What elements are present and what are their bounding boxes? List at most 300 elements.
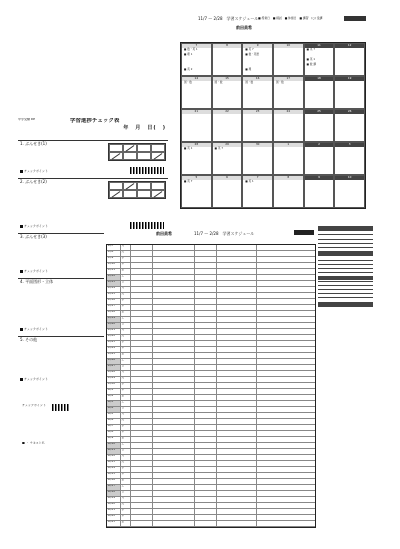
daily-cell[interactable] (195, 335, 217, 340)
checklist-box[interactable] (137, 182, 151, 190)
checklist-box[interactable] (151, 152, 165, 160)
daily-cell[interactable] (131, 497, 153, 502)
daily-cell: 12/12 (107, 455, 121, 460)
daily-cell[interactable] (131, 263, 153, 268)
daily-cell[interactable] (195, 353, 217, 358)
checklist-section-label: 5. その他 (20, 337, 38, 342)
daily-cell[interactable] (217, 275, 257, 280)
weekly-day-cell[interactable] (304, 175, 335, 208)
daily-cell[interactable] (217, 413, 257, 418)
daily-cell[interactable] (195, 443, 217, 448)
daily-cell: 月 (121, 413, 131, 418)
daily-cell[interactable] (257, 299, 315, 304)
daily-cell[interactable] (131, 395, 153, 400)
daily-cell[interactable] (153, 365, 195, 370)
daily-cell[interactable] (153, 329, 195, 334)
weekly-day-number: 18 (305, 77, 334, 81)
daily-cell[interactable] (217, 341, 257, 346)
daily-cell: 火 (121, 293, 131, 298)
daily-cell[interactable] (195, 509, 217, 514)
daily-cell[interactable] (257, 521, 315, 526)
daily-cell[interactable] (257, 443, 315, 448)
daily-cell[interactable] (257, 455, 315, 460)
daily-cell[interactable] (195, 491, 217, 496)
daily-cell[interactable] (217, 473, 257, 478)
daily-cell[interactable] (153, 251, 195, 256)
weekly-day-cell[interactable] (212, 109, 243, 142)
daily-cell[interactable] (195, 281, 217, 286)
daily-cell[interactable] (131, 413, 153, 418)
checklist-box[interactable] (123, 152, 137, 160)
daily-cell[interactable] (217, 293, 257, 298)
daily-cell[interactable] (131, 461, 153, 466)
daily-cell[interactable] (257, 413, 315, 418)
daily-cell[interactable] (131, 515, 153, 520)
daily-cell: 水 (121, 467, 131, 472)
daily-cell[interactable] (217, 509, 257, 514)
daily-table (106, 244, 316, 528)
daily-cell[interactable] (217, 317, 257, 322)
daily-cell[interactable] (131, 257, 153, 262)
daily-cell[interactable] (153, 269, 195, 274)
daily-cell[interactable] (153, 437, 195, 442)
weekly-schedule (178, 16, 368, 228)
daily-cell[interactable] (217, 269, 257, 274)
daily-cell[interactable] (153, 491, 195, 496)
daily-cell[interactable] (257, 305, 315, 310)
daily-cell[interactable] (153, 245, 195, 250)
daily-cell[interactable] (257, 341, 315, 346)
daily-cell[interactable] (195, 515, 217, 520)
daily-cell[interactable] (195, 269, 217, 274)
weekly-day-cell[interactable] (334, 142, 365, 175)
daily-cell[interactable] (257, 407, 315, 412)
daily-cell[interactable] (217, 335, 257, 340)
daily-cell[interactable] (131, 431, 153, 436)
daily-cell[interactable] (153, 395, 195, 400)
daily-cell[interactable] (195, 425, 217, 430)
daily-cell[interactable] (257, 347, 315, 352)
daily-cell[interactable] (131, 377, 153, 382)
daily-cell[interactable] (153, 281, 195, 286)
daily-cell[interactable] (131, 521, 153, 526)
checklist-box[interactable] (137, 190, 151, 198)
daily-cell[interactable] (217, 353, 257, 358)
daily-cell[interactable] (257, 365, 315, 370)
checklist-box[interactable] (109, 152, 123, 160)
daily-cell: 水 (121, 299, 131, 304)
daily-cell[interactable] (257, 251, 315, 256)
daily-cell[interactable] (153, 323, 195, 328)
daily-cell[interactable] (217, 257, 257, 262)
daily-cell[interactable] (257, 503, 315, 508)
daily-cell[interactable] (257, 293, 315, 298)
checklist-box[interactable] (123, 144, 137, 152)
daily-cell[interactable] (153, 257, 195, 262)
daily-cell[interactable] (195, 473, 217, 478)
daily-cell[interactable] (153, 341, 195, 346)
weekly-day-cell[interactable] (242, 142, 273, 175)
daily-cell[interactable] (217, 299, 257, 304)
daily-cell[interactable] (195, 485, 217, 490)
weekly-day-cell[interactable] (273, 43, 304, 76)
daily-cell[interactable] (257, 419, 315, 424)
daily-cell[interactable] (217, 449, 257, 454)
daily-cell[interactable] (217, 407, 257, 412)
daily-cell[interactable] (153, 293, 195, 298)
daily-cell[interactable] (153, 275, 195, 280)
daily-cell: 月 (121, 245, 131, 250)
daily-cell[interactable] (257, 431, 315, 436)
daily-cell[interactable] (217, 437, 257, 442)
weekly-day-cell[interactable] (212, 175, 243, 208)
daily-cell[interactable] (131, 389, 153, 394)
daily-cell[interactable] (195, 389, 217, 394)
checklist-box[interactable] (123, 182, 137, 190)
daily-cell[interactable] (195, 359, 217, 364)
checklist-box[interactable] (109, 190, 123, 198)
daily-cell[interactable] (195, 461, 217, 466)
daily-cell: 11/10 (107, 263, 121, 268)
daily-cell[interactable] (131, 275, 153, 280)
daily-cell[interactable] (195, 395, 217, 400)
daily-cell[interactable] (195, 245, 217, 250)
daily-cell[interactable] (217, 395, 257, 400)
daily-cell[interactable] (257, 269, 315, 274)
daily-cell[interactable] (195, 407, 217, 412)
weekly-day-cell[interactable] (212, 76, 243, 109)
checklist-box[interactable] (109, 144, 123, 152)
daily-cell[interactable] (217, 497, 257, 502)
daily-cell[interactable] (195, 257, 217, 262)
daily-cell[interactable] (195, 371, 217, 376)
daily-cell[interactable] (217, 431, 257, 436)
daily-cell[interactable] (153, 485, 195, 490)
weekly-day-cell[interactable] (242, 175, 273, 208)
daily-cell[interactable] (131, 287, 153, 292)
daily-cell[interactable] (195, 503, 217, 508)
daily-cell[interactable] (153, 521, 195, 526)
daily-cell[interactable] (195, 419, 217, 424)
weekly-day-cell[interactable] (181, 76, 212, 109)
daily-cell[interactable] (195, 311, 217, 316)
weekly-day-cell[interactable] (181, 43, 212, 76)
daily-cell[interactable] (195, 317, 217, 322)
daily-cell[interactable] (217, 515, 257, 520)
daily-cell[interactable] (153, 347, 195, 352)
daily-cell[interactable] (153, 401, 195, 406)
daily-cell[interactable] (153, 479, 195, 484)
daily-cell[interactable] (153, 443, 195, 448)
daily-cell[interactable] (217, 491, 257, 496)
daily-cell[interactable] (131, 245, 153, 250)
weekly-day-cell[interactable] (334, 76, 365, 109)
daily-cell[interactable] (195, 275, 217, 280)
daily-cell[interactable] (195, 287, 217, 292)
daily-cell[interactable] (131, 485, 153, 490)
daily-cell[interactable] (153, 425, 195, 430)
daily-cell[interactable] (217, 503, 257, 508)
daily-cell[interactable] (257, 389, 315, 394)
weekly-day-cell[interactable] (181, 175, 212, 208)
daily-cell[interactable] (153, 299, 195, 304)
weekly-day-cell[interactable] (273, 142, 304, 175)
checklist-box[interactable] (123, 190, 137, 198)
daily-cell[interactable] (131, 323, 153, 328)
daily-cell[interactable] (195, 365, 217, 370)
daily-cell[interactable] (217, 323, 257, 328)
daily-cell[interactable] (153, 455, 195, 460)
weekly-grid (180, 42, 366, 209)
weekly-day-cell[interactable] (334, 175, 365, 208)
daily-cell[interactable] (131, 353, 153, 358)
daily-cell[interactable] (217, 485, 257, 490)
daily-cell[interactable] (131, 509, 153, 514)
daily-cell[interactable] (131, 305, 153, 310)
daily-cell[interactable] (131, 419, 153, 424)
daily-cell[interactable] (257, 317, 315, 322)
weekly-day-cell[interactable] (181, 142, 212, 175)
daily-cell[interactable] (195, 323, 217, 328)
daily-cell[interactable] (131, 281, 153, 286)
daily-cell[interactable] (131, 251, 153, 256)
daily-cell[interactable] (131, 383, 153, 388)
daily-cell[interactable] (257, 263, 315, 268)
daily-cell[interactable] (217, 479, 257, 484)
daily-cell[interactable] (257, 479, 315, 484)
daily-cell[interactable] (257, 383, 315, 388)
weekly-day-cell[interactable] (212, 43, 243, 76)
daily-cell[interactable] (131, 359, 153, 364)
daily-cell[interactable] (153, 311, 195, 316)
daily-cell[interactable] (131, 437, 153, 442)
daily-cell[interactable] (195, 467, 217, 472)
daily-cell[interactable] (195, 413, 217, 418)
daily-cell[interactable] (131, 335, 153, 340)
weekly-day-cell[interactable] (273, 76, 304, 109)
daily-cell[interactable] (257, 401, 315, 406)
daily-cell[interactable] (217, 263, 257, 268)
daily-cell[interactable] (153, 287, 195, 292)
daily-cell[interactable] (217, 389, 257, 394)
daily-cell[interactable] (257, 377, 315, 382)
weekly-entry: ■ 数 講 (306, 63, 316, 66)
daily-cell[interactable] (195, 497, 217, 502)
daily-cell[interactable] (195, 305, 217, 310)
checklist-box[interactable] (151, 182, 165, 190)
daily-cell[interactable] (195, 383, 217, 388)
daily-cell[interactable] (217, 467, 257, 472)
daily-cell[interactable] (257, 335, 315, 340)
daily-cell[interactable] (153, 449, 195, 454)
weekly-day-cell[interactable] (181, 109, 212, 142)
daily-cell[interactable] (217, 347, 257, 352)
daily-cell[interactable] (195, 263, 217, 268)
weekly-day-cell[interactable] (304, 43, 335, 76)
daily-cell[interactable] (217, 281, 257, 286)
daily-cell[interactable] (195, 437, 217, 442)
daily-cell[interactable] (257, 245, 315, 250)
daily-cell[interactable] (153, 383, 195, 388)
daily-cell[interactable] (257, 509, 315, 514)
daily-cell[interactable] (217, 455, 257, 460)
daily-cell[interactable] (131, 449, 153, 454)
daily-cell: 土 (121, 401, 131, 406)
weekly-day-cell[interactable] (242, 76, 273, 109)
daily-cell[interactable] (217, 377, 257, 382)
daily-cell[interactable] (257, 371, 315, 376)
daily-cell[interactable] (217, 365, 257, 370)
daily-cell[interactable] (257, 491, 315, 496)
daily-cell[interactable] (257, 467, 315, 472)
daily-cell[interactable] (257, 515, 315, 520)
daily-cell[interactable] (257, 287, 315, 292)
daily-cell[interactable] (153, 515, 195, 520)
daily-cell[interactable] (195, 251, 217, 256)
weekly-day-cell[interactable] (334, 43, 365, 76)
checklist-box[interactable] (137, 152, 151, 160)
weekly-day-cell[interactable] (212, 142, 243, 175)
daily-cell[interactable] (217, 311, 257, 316)
daily-cell[interactable] (131, 371, 153, 376)
weekly-day-cell[interactable] (334, 109, 365, 142)
daily-cell[interactable] (217, 371, 257, 376)
daily-cell[interactable] (257, 281, 315, 286)
daily-cell[interactable] (153, 431, 195, 436)
daily-cell[interactable] (217, 305, 257, 310)
weekly-day-number: 9 (243, 44, 272, 48)
daily-cell[interactable] (257, 461, 315, 466)
weekly-day-cell[interactable] (242, 109, 273, 142)
daily-cell[interactable] (131, 401, 153, 406)
weekly-day-cell[interactable] (242, 43, 273, 76)
daily-cell[interactable] (257, 275, 315, 280)
checklist-box[interactable] (151, 144, 165, 152)
daily-cell[interactable] (257, 473, 315, 478)
daily-cell[interactable] (217, 461, 257, 466)
daily-cell[interactable] (131, 293, 153, 298)
daily-cell[interactable] (257, 329, 315, 334)
daily-cell[interactable] (257, 497, 315, 502)
daily-cell[interactable] (195, 293, 217, 298)
daily-cell[interactable] (257, 311, 315, 316)
daily-cell[interactable] (131, 467, 153, 472)
checklist-box[interactable] (109, 182, 123, 190)
daily-cell[interactable] (153, 473, 195, 478)
daily-cell[interactable] (217, 251, 257, 256)
daily-cell[interactable] (153, 461, 195, 466)
daily-cell[interactable] (217, 359, 257, 364)
weekly-day-cell[interactable] (304, 76, 335, 109)
daily-cell[interactable] (153, 509, 195, 514)
daily-cell[interactable] (257, 485, 315, 490)
daily-cell[interactable] (131, 407, 153, 412)
daily-cell[interactable] (217, 521, 257, 526)
daily-cell[interactable] (217, 329, 257, 334)
daily-cell[interactable] (131, 329, 153, 334)
daily-cell[interactable] (153, 467, 195, 472)
daily-cell[interactable] (131, 473, 153, 478)
daily-cell[interactable] (217, 419, 257, 424)
daily-cell[interactable] (257, 437, 315, 442)
daily-cell[interactable] (217, 401, 257, 406)
daily-cell[interactable] (195, 479, 217, 484)
daily-cell[interactable] (153, 359, 195, 364)
daily-cell[interactable] (153, 419, 195, 424)
weekly-day-cell[interactable] (273, 175, 304, 208)
daily-cell[interactable] (131, 317, 153, 322)
daily-cell[interactable] (131, 347, 153, 352)
daily-cell[interactable] (257, 353, 315, 358)
daily-cell[interactable] (195, 377, 217, 382)
daily-cell[interactable] (131, 341, 153, 346)
daily-cell: 火 (121, 419, 131, 424)
daily-cell[interactable] (131, 425, 153, 430)
daily-cell[interactable] (131, 479, 153, 484)
weekly-day-cell[interactable] (273, 109, 304, 142)
weekly-day-cell[interactable] (304, 109, 335, 142)
daily-cell[interactable] (257, 257, 315, 262)
daily-cell[interactable] (153, 371, 195, 376)
daily-cell[interactable] (217, 383, 257, 388)
daily-cell[interactable] (195, 455, 217, 460)
daily-cell[interactable] (195, 347, 217, 352)
daily-cell[interactable] (195, 449, 217, 454)
daily-cell[interactable] (195, 401, 217, 406)
daily-cell[interactable] (195, 521, 217, 526)
daily-cell[interactable] (153, 389, 195, 394)
checklist-box[interactable] (151, 190, 165, 198)
daily-cell[interactable] (131, 269, 153, 274)
daily-cell[interactable] (257, 323, 315, 328)
daily-cell[interactable] (195, 329, 217, 334)
daily-cell[interactable] (153, 263, 195, 268)
daily-cell[interactable] (153, 407, 195, 412)
daily-cell[interactable] (131, 455, 153, 460)
daily-cell[interactable] (257, 395, 315, 400)
daily-cell[interactable] (131, 503, 153, 508)
daily-cell[interactable] (153, 353, 195, 358)
daily-cell[interactable] (131, 311, 153, 316)
daily-cell[interactable] (131, 299, 153, 304)
daily-cell[interactable] (131, 491, 153, 496)
checklist-box[interactable] (137, 144, 151, 152)
weekly-day-cell[interactable] (304, 142, 335, 175)
daily-cell[interactable] (153, 335, 195, 340)
daily-cell[interactable] (131, 365, 153, 370)
daily-cell[interactable] (153, 305, 195, 310)
daily-cell[interactable] (153, 413, 195, 418)
daily-cell[interactable] (217, 245, 257, 250)
daily-cell[interactable] (153, 497, 195, 502)
daily-cell: 11/9 (107, 257, 121, 262)
daily-cell[interactable] (217, 287, 257, 292)
daily-cell: 月 (121, 329, 131, 334)
daily-cell[interactable] (257, 449, 315, 454)
daily-cell[interactable] (195, 299, 217, 304)
daily-cell[interactable] (131, 443, 153, 448)
daily-cell[interactable] (153, 503, 195, 508)
daily-cell[interactable] (257, 359, 315, 364)
weekly-day-number: 1 (274, 143, 303, 147)
daily-cell[interactable] (257, 425, 315, 430)
daily-cell[interactable] (195, 431, 217, 436)
daily-cell[interactable] (195, 341, 217, 346)
daily-cell[interactable] (153, 317, 195, 322)
daily-cell[interactable] (153, 377, 195, 382)
daily-cell[interactable] (217, 443, 257, 448)
daily-cell[interactable] (217, 425, 257, 430)
